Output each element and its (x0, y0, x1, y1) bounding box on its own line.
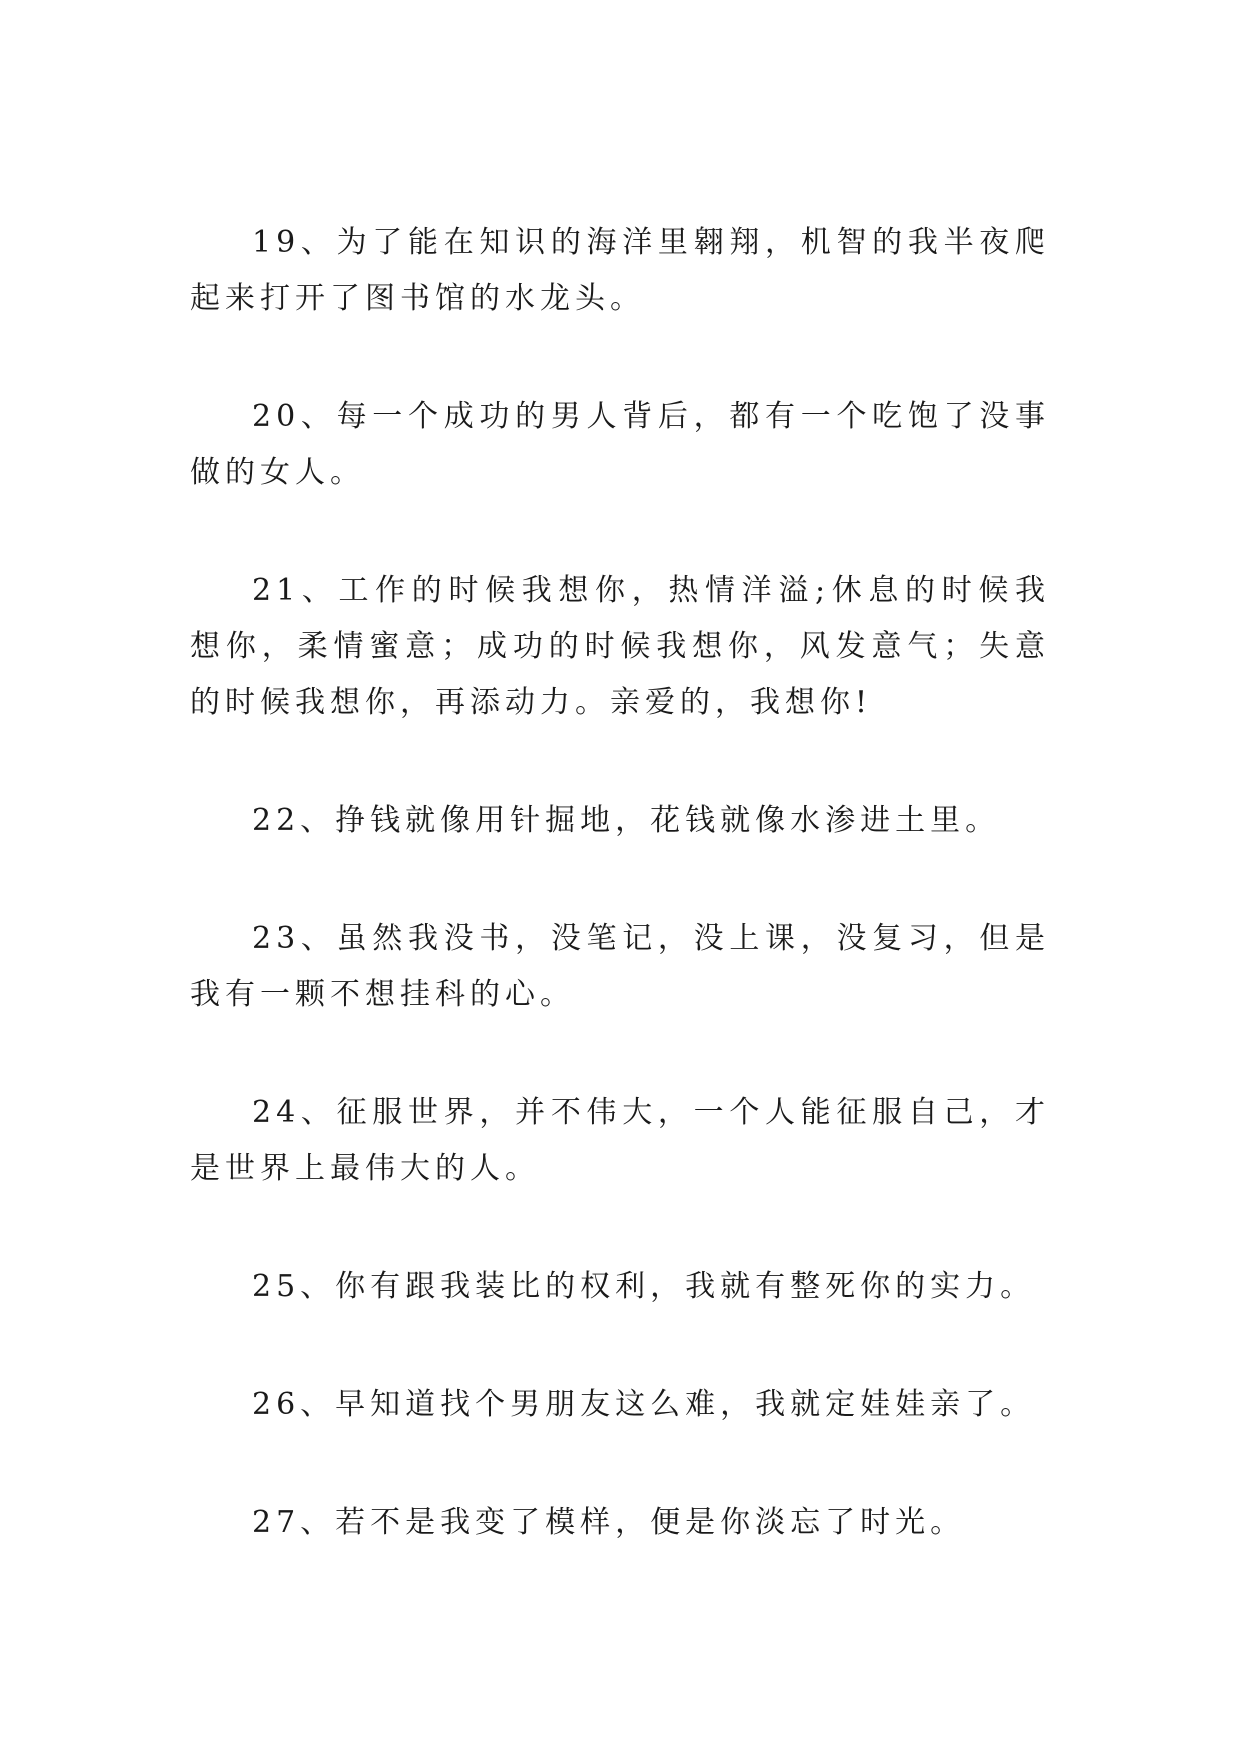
paragraph-19: 19、为了能在知识的海洋里翱翔，机智的我半夜爬起来打开了图书馆的水龙头。 (190, 225, 1050, 316)
paragraph-22: 22、挣钱就像用针掘地，花钱就像水渗进土里。 (252, 803, 1001, 838)
paragraph-21: 21、工作的时候我想你，热情洋溢;休息的时候我想你，柔情蜜意；成功的时候我想你，风发意气；失意的时候我想你，再添动力。亲爱的，我想你! (190, 573, 1050, 720)
document-body (190, 215, 1050, 1551)
paragraph-25: 25、你有跟我装比的权利，我就有整死你的实力。 (252, 1269, 1036, 1304)
paragraph-24: 24、征服世界，并不伟大，一个人能征服自己，才是世界上最伟大的人。 (190, 1095, 1050, 1186)
paragraph-27: 27、若不是我变了模样，便是你淡忘了时光。 (252, 1505, 966, 1540)
paragraph-20: 20、每一个成功的男人背后，都有一个吃饱了没事做的女人。 (190, 399, 1050, 490)
paragraph-23: 23、虽然我没书，没笔记，没上课，没复习，但是我有一颗不想挂科的心。 (190, 921, 1050, 1012)
paragraph-26: 26、早知道找个男朋友这么难，我就定娃娃亲了。 (252, 1387, 1036, 1422)
